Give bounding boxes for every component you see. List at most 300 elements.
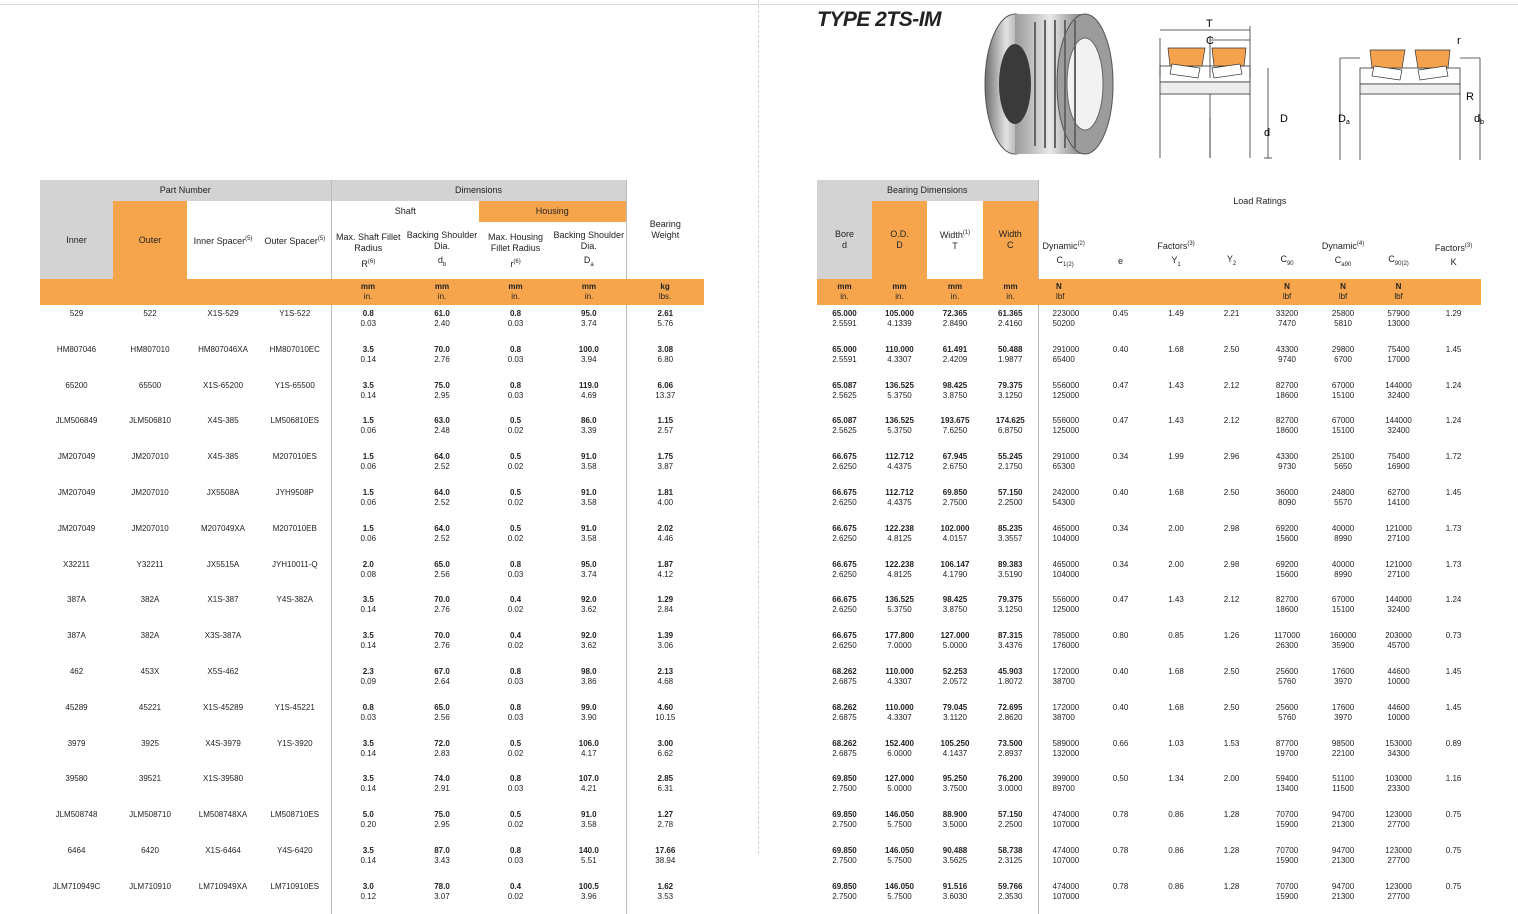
table-row: [817, 556, 1481, 592]
table-row: [40, 556, 704, 592]
data-cell: 1.28: [1223, 845, 1240, 855]
data-cell: 462: [69, 666, 84, 676]
data-cell: 0.50: [1112, 774, 1129, 784]
data-cell: 1.72: [1445, 452, 1462, 462]
bearing-dimensions-header: Bearing Dimensions: [817, 180, 1038, 201]
col-inner: Inner: [40, 201, 113, 279]
data-cell: 144000 32400: [1385, 595, 1412, 615]
data-cell: 0.75: [1445, 810, 1462, 820]
data-cell: 1.29 2.84: [626, 591, 704, 627]
data-cell: 382A: [140, 595, 160, 605]
data-cell: 55.245 2.1750: [998, 452, 1023, 472]
data-cell: 91.0 3.58: [581, 523, 597, 543]
data-cell: 522: [143, 309, 157, 318]
data-cell: 5.0 0.20: [331, 806, 405, 842]
data-cell: JM207049: [57, 487, 96, 497]
data-cell: 1.28: [1223, 881, 1240, 891]
data-cell: 123000 27700: [1385, 845, 1412, 865]
data-cell: [259, 663, 331, 699]
data-cell: 474000 107000: [1038, 806, 1093, 842]
data-cell: JLM710949C: [52, 881, 101, 891]
data-cell: 1.81 4.00: [626, 484, 704, 520]
data-cell: HM807046: [56, 344, 97, 354]
units-row-right: mm in. mm in. mm in. mm in. N lbf N lbf N lbf N lbf: [817, 279, 1481, 305]
col-outer-spacer: Outer Spacer$^{(5)}$: [259, 201, 331, 279]
data-cell: 25100 5650: [1331, 452, 1355, 472]
data-cell: 43300 9730: [1275, 452, 1299, 472]
data-cell: 94700 21300: [1331, 845, 1355, 865]
data-cell: 3.5 0.14: [331, 627, 405, 663]
data-cell: 0.78: [1112, 881, 1129, 891]
data-cell: X1S-387: [207, 595, 239, 605]
data-cell: 1.5 0.06: [331, 484, 405, 520]
table-row: [40, 377, 704, 413]
data-cell: 0.75: [1445, 845, 1462, 855]
data-cell: 1.24: [1445, 416, 1462, 426]
data-cell: 1.62 3.53: [626, 878, 704, 914]
data-cell: 110.000 4.3307: [885, 702, 914, 722]
data-cell: 92.0 3.62: [581, 595, 597, 615]
data-cell: 1.28: [1223, 810, 1240, 820]
data-cell: 69.850 2.7500: [832, 774, 857, 794]
data-cell: 66.675 2.6250: [832, 631, 857, 651]
data-cell: JLM506810: [129, 416, 171, 426]
data-cell: 203000 45700: [1385, 631, 1412, 651]
data-cell: 64.0 2.52: [434, 487, 450, 507]
part-number-header: Part Number: [40, 180, 331, 201]
data-cell: 67000 15100: [1331, 416, 1355, 436]
table-row: [40, 770, 704, 806]
svg-text:db: [1474, 113, 1484, 126]
bearing-weight-header: Bearing Weight: [626, 180, 704, 279]
data-cell: 0.45: [1112, 309, 1129, 318]
data-cell: 0.40: [1112, 344, 1129, 354]
data-cell: 24800 5570: [1331, 487, 1355, 507]
db-label: d: [1474, 113, 1481, 125]
data-cell: 79.375 3.1250: [998, 380, 1023, 400]
data-cell: 91.0 3.58: [581, 487, 597, 507]
data-cell: 0.5 0.02: [507, 487, 524, 507]
data-cell: 2.00: [1168, 559, 1184, 569]
data-cell: 39521: [138, 774, 162, 784]
data-cell: JLM506849: [55, 416, 98, 426]
data-cell: 82700 18600: [1275, 416, 1299, 436]
data-cell: 91.516 3.6030: [942, 881, 968, 901]
data-cell: 152.400 6.0000: [885, 738, 914, 758]
data-cell: 68.262 2.6875: [832, 738, 857, 758]
data-cell: 174.625 6.8750: [995, 416, 1025, 436]
data-cell: 66.675 2.6250: [832, 523, 857, 543]
data-cell: 57900 13000: [1387, 309, 1410, 328]
data-cell: 177.800 7.0000: [885, 631, 914, 651]
data-cell: 1.24: [1445, 595, 1462, 605]
table-row: [817, 735, 1481, 771]
data-cell: 68.262 2.6875: [832, 702, 857, 722]
data-cell: 2.02 4.46: [626, 520, 704, 556]
table-row: [40, 663, 704, 699]
data-cell: 474000 107000: [1038, 878, 1093, 914]
data-cell: 1.5 0.06: [331, 448, 405, 484]
data-cell: 74.0 2.91: [434, 774, 450, 794]
data-cell: 78.0 3.07: [434, 881, 450, 901]
table-row: [40, 699, 704, 735]
data-cell: 172000 38700: [1038, 663, 1093, 699]
data-cell: 529: [69, 309, 84, 318]
data-cell: 1.45: [1445, 702, 1462, 712]
table-row: [40, 448, 704, 484]
data-cell: 86.0 3.39: [581, 416, 597, 436]
data-cell: 69.850 2.7500: [942, 487, 968, 507]
dim-big-d-label: D: [1280, 113, 1288, 125]
table-row: [40, 520, 704, 556]
data-cell: 453X: [140, 666, 160, 676]
data-cell: LM710910ES: [270, 881, 319, 891]
table-row: [40, 878, 704, 914]
data-cell: 94700 21300: [1331, 881, 1355, 901]
data-cell: 103000 23300: [1385, 774, 1412, 794]
data-cell: 123000 27700: [1385, 810, 1412, 830]
data-cell: 1.27 2.78: [626, 806, 704, 842]
data-cell: 556000 125000: [1038, 377, 1093, 413]
data-cell: 70700 15900: [1275, 881, 1299, 901]
data-cell: 123000 27700: [1385, 881, 1412, 901]
data-cell: 127.000 5.0000: [940, 631, 970, 651]
col-housing-shoulder: Backing Shoulder Dia. $D_a$: [552, 222, 626, 279]
col-backing-shoulder: Backing Shoulder Dia. $d_b$: [405, 222, 479, 279]
data-cell: 2.50: [1223, 344, 1240, 354]
col-y1: Factors$^{(3)}$ $Y_1$: [1148, 222, 1204, 279]
data-cell: 3.5 0.14: [331, 735, 405, 771]
data-cell: 0.8 0.03: [507, 702, 524, 722]
data-cell: 0.40: [1112, 487, 1129, 497]
data-cell: 2.0 0.08: [331, 556, 405, 592]
bearing-section-diagram: [1150, 18, 1290, 168]
data-cell: 291000 65300: [1038, 448, 1093, 484]
data-cell: 136.525 5.3750: [885, 595, 914, 615]
data-cell: JM207049: [57, 452, 96, 462]
data-cell: 75.0 2.95: [434, 810, 450, 830]
data-cell: 223000 50200: [1038, 305, 1093, 341]
data-cell: 1.73: [1445, 559, 1462, 569]
data-cell: JX5508A: [206, 487, 240, 497]
data-cell: 172000 38700: [1038, 699, 1093, 735]
data-cell: M207010EB: [272, 523, 317, 533]
data-cell: 0.8 0.03: [331, 699, 405, 735]
data-cell: 45221: [138, 702, 162, 712]
data-cell: 29800 6700: [1331, 344, 1355, 364]
data-cell: 65200: [65, 380, 88, 390]
data-cell: 69200 15600: [1275, 523, 1299, 543]
data-cell: 589000 132000: [1038, 735, 1093, 771]
data-cell: 36000 8090: [1275, 487, 1299, 507]
data-cell: 64.0 2.52: [434, 452, 450, 472]
col-y2: $Y_2$: [1204, 222, 1259, 279]
data-cell: 0.78: [1112, 810, 1129, 820]
data-cell: 3.5 0.14: [331, 770, 405, 806]
data-cell: 105.250 4.1437: [940, 738, 970, 758]
data-cell: 98.425 3.8750: [942, 380, 968, 400]
db-sub: b: [1480, 119, 1485, 126]
data-cell: 17600 3970: [1331, 702, 1355, 722]
data-cell: 121000 27100: [1385, 559, 1412, 579]
data-cell: 75.0 2.95: [434, 380, 450, 400]
data-cell: 122.238 4.8125: [885, 559, 914, 579]
data-cell: 1.03: [1168, 738, 1184, 748]
data-cell: 65.087 2.5625: [832, 416, 857, 436]
data-cell: 79.375 3.1250: [998, 595, 1023, 615]
data-cell: 59400 13400: [1275, 774, 1299, 794]
data-cell: 0.5 0.02: [507, 810, 524, 830]
data-cell: 2.00: [1168, 523, 1184, 533]
data-cell: 0.40: [1112, 666, 1129, 676]
data-cell: 1.45: [1445, 344, 1462, 354]
data-cell: X5S-462: [207, 666, 239, 676]
data-cell: 70700 15900: [1275, 810, 1299, 830]
data-cell: 50.488 1.9877: [998, 344, 1023, 364]
dim-c-label: C: [1206, 35, 1214, 47]
svg-text:Da: [1338, 113, 1350, 126]
data-cell: X32211: [63, 559, 90, 569]
data-cell: 100.5 3.96: [578, 881, 599, 901]
data-cell: 1.75 3.87: [626, 448, 704, 484]
data-cell: 153000 34300: [1385, 738, 1412, 758]
data-cell: 556000 125000: [1038, 591, 1093, 627]
data-cell: 1.68: [1168, 487, 1184, 497]
data-cell: 2.98: [1223, 523, 1240, 533]
data-cell: X1S-45289: [202, 702, 244, 712]
col-c90-2: $C_{90(2)}$: [1371, 222, 1426, 279]
data-cell: 69.850 2.7500: [832, 845, 857, 865]
mounting-dimension-diagram: [1330, 30, 1490, 170]
data-cell: 0.8 0.03: [507, 845, 524, 865]
data-cell: 59.766 2.3530: [998, 881, 1023, 901]
data-cell: 0.8 0.03: [507, 774, 524, 794]
data-cell: 40000 8990: [1331, 523, 1355, 543]
data-cell: M207049XA: [200, 523, 246, 533]
fillet-r-label: r: [1457, 35, 1461, 47]
data-cell: X4S-385: [207, 452, 239, 462]
table-row: [817, 520, 1481, 556]
data-cell: 98.0 3.86: [581, 666, 597, 686]
data-cell: 1.5 0.06: [331, 412, 405, 448]
data-cell: 87.0 3.43: [434, 845, 450, 865]
data-cell: 2.12: [1223, 595, 1240, 605]
data-cell: 87.315 3.4376: [998, 631, 1023, 651]
data-cell: X1S-6464: [205, 845, 241, 855]
data-cell: 72.365 2.8490: [942, 309, 968, 328]
table-row: [817, 377, 1481, 413]
data-cell: JM207049: [57, 523, 96, 533]
data-cell: 66.675 2.6250: [832, 487, 857, 507]
data-cell: 387A: [67, 595, 86, 605]
data-cell: 61.491 2.4209: [942, 344, 968, 364]
data-cell: 40000 8990: [1331, 559, 1355, 579]
data-cell: 1.87 4.12: [626, 556, 704, 592]
data-cell: JX5515A: [206, 559, 240, 569]
data-cell: 112.712 4.4375: [885, 452, 914, 472]
data-cell: 57.150 2.2500: [998, 487, 1023, 507]
data-cell: 68.262 2.6875: [832, 666, 857, 686]
data-cell: LM508748XA: [198, 810, 248, 820]
col-od: O.D. D: [872, 201, 927, 279]
data-cell: LM710949XA: [198, 881, 248, 891]
data-cell: 193.675 7.6250: [940, 416, 970, 436]
data-cell: 0.47: [1112, 380, 1129, 390]
data-cell: 2.21: [1223, 309, 1240, 318]
data-cell: 0.78: [1112, 845, 1129, 855]
data-cell: 65.0 2.56: [434, 702, 450, 722]
data-cell: Y1S-45221: [274, 702, 315, 712]
data-cell: 136.525 5.3750: [885, 380, 914, 400]
data-cell: 1.53: [1223, 738, 1240, 748]
table-row: [817, 484, 1481, 520]
data-cell: 1.45: [1445, 487, 1462, 497]
table-row: [40, 412, 704, 448]
data-cell: 99.0 3.90: [581, 702, 597, 722]
data-cell: 75400 17000: [1387, 344, 1410, 364]
load-ratings-header: Load Ratings: [1038, 180, 1481, 222]
data-cell: 1.5 0.06: [331, 520, 405, 556]
col-ca90: Dynamic$^{(4)}$ $C_{a90}$: [1315, 222, 1371, 279]
data-cell: 0.5 0.02: [507, 523, 524, 543]
data-cell: 44600 10000: [1387, 666, 1410, 686]
data-cell: LM508710ES: [270, 810, 319, 820]
table-row: [40, 591, 704, 627]
data-cell: 2.3 0.09: [331, 663, 405, 699]
data-cell: 64.0 2.52: [434, 523, 450, 543]
data-cell: 2.00: [1223, 774, 1240, 784]
data-cell: Y4S-382A: [276, 595, 313, 605]
data-cell: 106.147 4.1790: [940, 559, 970, 579]
data-cell: LM506810ES: [270, 416, 319, 426]
data-cell: 87700 19700: [1275, 738, 1299, 758]
table-row: [40, 806, 704, 842]
data-cell: 65.087 2.5625: [832, 380, 857, 400]
data-cell: 0.4 0.02: [507, 881, 524, 901]
data-cell: 65.000 2.5591: [832, 309, 857, 328]
data-cell: 465000 104000: [1038, 556, 1093, 592]
data-cell: JM207010: [131, 523, 169, 533]
data-cell: 3.00 6.62: [626, 735, 704, 771]
da-sub: a: [1345, 119, 1350, 126]
data-cell: 160000 35900: [1329, 631, 1357, 651]
data-cell: 67.0 2.64: [434, 666, 450, 686]
col-max-housing-fillet: Max. Housing Fillet Radius $r^{(6)}$: [479, 222, 552, 279]
data-cell: X1S-529: [207, 309, 239, 318]
data-cell: 117000 26300: [1273, 631, 1301, 651]
data-cell: 69.850 2.7500: [832, 881, 857, 901]
data-cell: JYH9508P: [275, 487, 314, 497]
data-cell: 85.235 3.3557: [998, 523, 1023, 543]
col-width-c: Width C: [983, 201, 1038, 279]
col-width-t: Width$^{(1)}$ T: [927, 201, 983, 279]
data-cell: 1.15 2.57: [626, 412, 704, 448]
table-row: [817, 842, 1481, 878]
data-cell: 0.86: [1168, 810, 1184, 820]
data-cell: 94700 21300: [1331, 810, 1355, 830]
da-label: D: [1338, 113, 1346, 125]
data-cell: X1S-65200: [202, 380, 244, 390]
data-cell: 61.0 2.40: [434, 309, 450, 328]
data-cell: 66.675 2.6250: [832, 559, 857, 579]
data-cell: 106.0 4.17: [578, 738, 599, 758]
dimensions-header: Dimensions: [331, 180, 626, 201]
data-cell: 2.50: [1223, 487, 1240, 497]
data-cell: 67.945 2.6750: [942, 452, 968, 472]
data-cell: 89.383 3.5190: [998, 559, 1023, 579]
data-cell: JLM508710: [129, 810, 171, 820]
part-number-table: [40, 180, 704, 914]
data-cell: 2.12: [1223, 416, 1240, 426]
data-cell: 25800 5810: [1331, 309, 1355, 328]
data-cell: 1.68: [1168, 666, 1184, 676]
data-cell: 107.0 4.21: [578, 774, 599, 794]
data-cell: 66.675 2.6250: [832, 595, 857, 615]
data-cell: 25600 5760: [1275, 702, 1299, 722]
data-cell: 0.8 0.03: [507, 344, 524, 364]
fillet-big-r-label: R: [1466, 91, 1474, 103]
data-cell: 82700 18600: [1275, 380, 1299, 400]
data-cell: 73.500 2.8937: [998, 738, 1023, 758]
bearing-illustration: [975, 8, 1115, 160]
data-cell: 0.34: [1112, 523, 1129, 533]
data-cell: 121000 27100: [1385, 523, 1412, 543]
data-cell: 1.49: [1168, 309, 1184, 318]
data-cell: 98.425 3.8750: [942, 595, 968, 615]
data-cell: 3.5 0.14: [331, 842, 405, 878]
data-cell: 72.0 2.83: [434, 738, 450, 758]
data-cell: 1.99: [1168, 452, 1184, 462]
data-cell: Y1S-65500: [274, 380, 315, 390]
data-cell: X4S-3979: [205, 738, 241, 748]
data-cell: 144000 32400: [1385, 416, 1412, 436]
data-cell: 95.0 3.74: [581, 309, 597, 328]
data-cell: 242000 54300: [1038, 484, 1093, 520]
data-cell: JYH10011-Q: [271, 559, 318, 569]
data-cell: 67000 15100: [1331, 380, 1355, 400]
data-cell: X3S-387A: [204, 631, 242, 641]
data-cell: 140.0 5.51: [578, 845, 599, 865]
data-cell: 291000 65400: [1038, 341, 1093, 377]
data-cell: 1.73: [1445, 523, 1462, 533]
data-cell: 382A: [140, 631, 160, 641]
data-cell: HM807010EC: [269, 344, 320, 354]
data-cell: 70700 15900: [1275, 845, 1299, 865]
data-cell: 44600 10000: [1387, 702, 1410, 722]
data-cell: 79.045 3.1120: [942, 702, 968, 722]
page-title: TYPE 2TS-IM: [817, 8, 942, 31]
data-cell: 556000 125000: [1038, 412, 1093, 448]
data-cell: 3979: [67, 738, 86, 748]
data-cell: 17600 3970: [1331, 666, 1355, 686]
data-cell: 92.0 3.62: [581, 631, 597, 651]
table-row: [817, 448, 1481, 484]
housing-header: Housing: [479, 201, 626, 222]
data-cell: 33200 7470: [1275, 309, 1299, 328]
data-cell: M207010ES: [272, 452, 317, 462]
data-cell: 1.68: [1168, 702, 1184, 712]
data-cell: 3.08 6.80: [626, 341, 704, 377]
data-cell: 17.66 38.94: [626, 842, 704, 878]
shaft-header: Shaft: [331, 201, 479, 222]
data-cell: 110.000 4.3307: [885, 666, 914, 686]
data-cell: HM807046XA: [198, 344, 248, 354]
data-cell: 100.0 3.94: [578, 344, 599, 364]
data-cell: 785000 176000: [1038, 627, 1093, 663]
data-cell: 66.675 2.6250: [832, 452, 857, 472]
data-cell: 58.738 2.3125: [998, 845, 1023, 865]
data-cell: 105.000 4.1339: [885, 309, 914, 328]
